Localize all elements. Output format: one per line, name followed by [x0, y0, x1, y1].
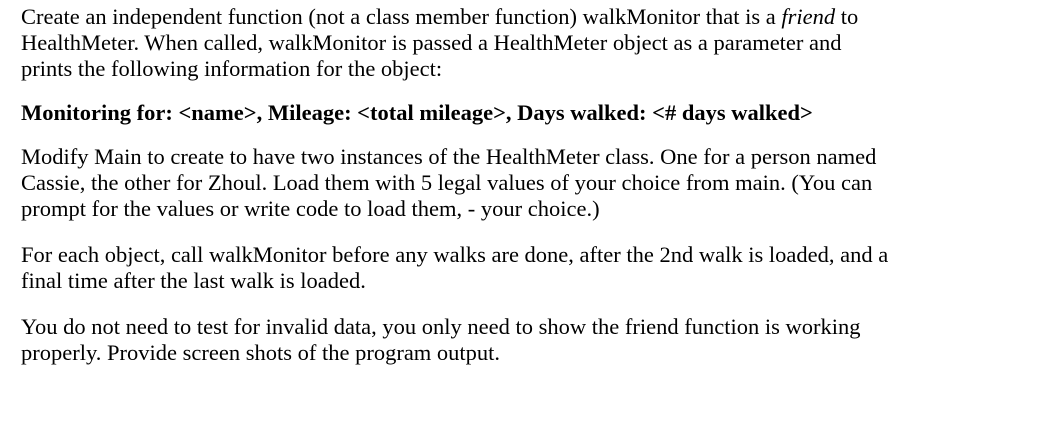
bold-output-format-line: Monitoring for: <name>, Mileage: <total mileage>, Days walked: <# days walked> [21, 100, 813, 125]
text-line [21, 4, 1036, 30]
paragraph-modify-main [21, 144, 1036, 222]
text-line: prints the following information for the object: [21, 56, 443, 81]
text-line: For each object, call walkMonitor before any walks are done, after the 2nd walk is loaded, and a [21, 242, 889, 267]
text-line: prompt for the values or write code to load them, - your choice.) [21, 196, 600, 221]
text-segment: Create an independent function (not a class member function) walkMonitor that is a [21, 4, 782, 29]
text-line: You do not need to test for invalid data, you only need to show the friend function is working [21, 314, 861, 339]
paragraph-call-walkmonitor [21, 242, 1036, 294]
paragraph-output-format [21, 100, 1036, 126]
text-line: Cassie, the other for Zhoul. Load them with 5 legal values of your choice from main. (You can [21, 170, 873, 195]
paragraph-no-validation [21, 314, 1036, 366]
paragraph-friend-function [21, 4, 1036, 82]
text-segment: to [835, 4, 859, 29]
text-line: HealthMeter. When called, walkMonitor is passed a HealthMeter object as a parameter and [21, 30, 842, 55]
text-line: final time after the last walk is loaded. [21, 268, 366, 293]
text-line: properly. Provide screen shots of the program output. [21, 340, 501, 365]
emphasis-friend: friend [781, 4, 836, 29]
text-line: Modify Main to create to have two instances of the HealthMeter class. One for a person named [21, 144, 877, 169]
